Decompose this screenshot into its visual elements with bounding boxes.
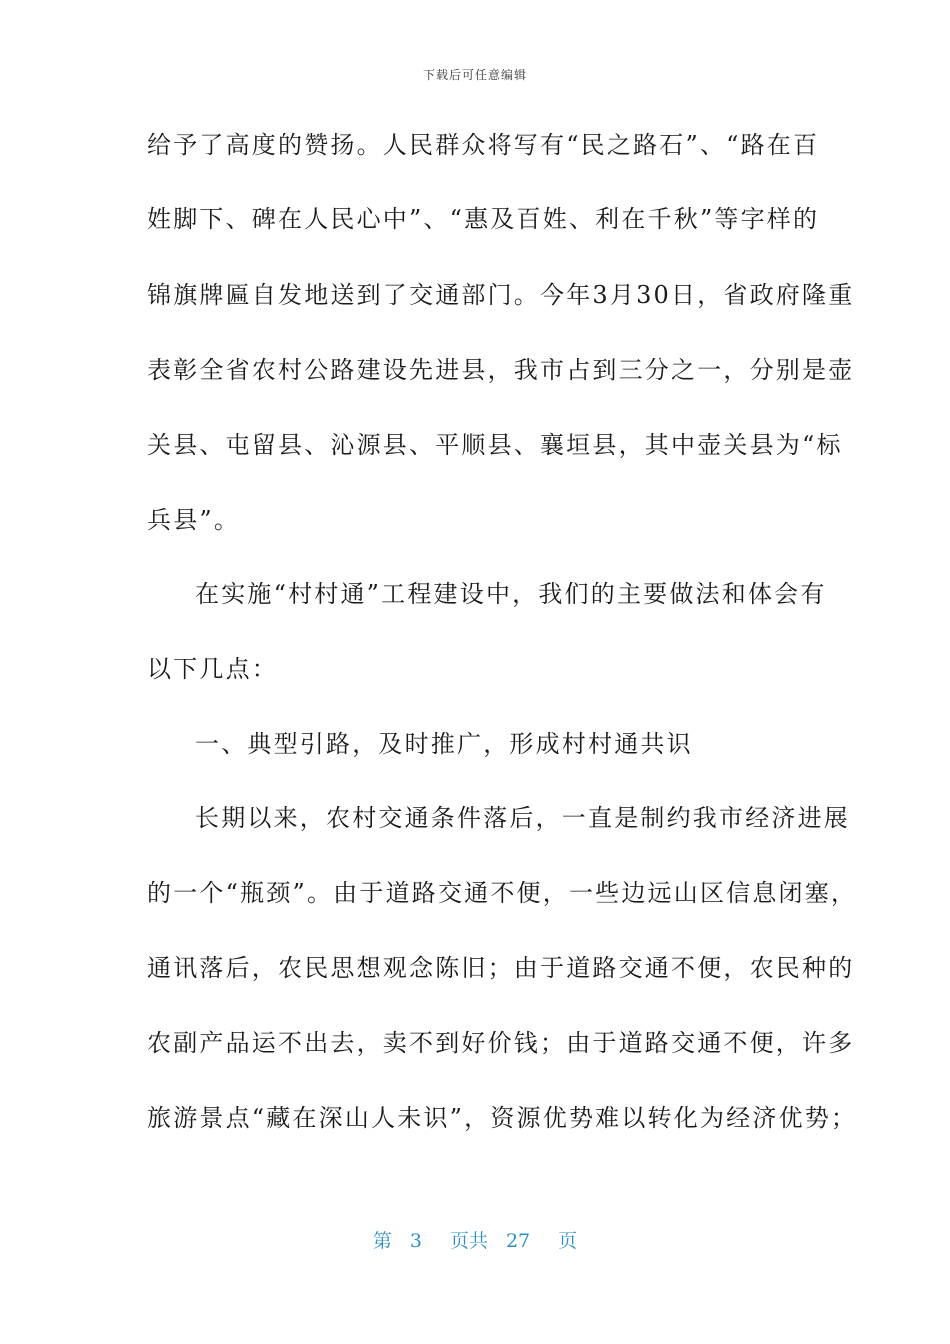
text-line: 给予了高度的赞扬。人民群众将写有“民之路石”、“路在百 bbox=[147, 131, 820, 159]
text-line: 锦旗牌匾自发地送到了交通部门。今年3月30日，省政府隆重 bbox=[147, 281, 855, 309]
page-prefix: 第 bbox=[372, 1230, 392, 1252]
text-line: 姓脚下、碑在人民心中”、“惠及百姓、利在千秋”等字样的 bbox=[147, 205, 820, 233]
header-note: 下载后可任意编辑 bbox=[422, 68, 527, 82]
text-line: 农副产品运不出去，卖不到好价钱；由于道路交通不便，许多 bbox=[147, 1029, 855, 1057]
paragraph-first-line: 长期以来，农村交通条件落后，一直是制约我市经济进展 bbox=[195, 804, 850, 832]
text-line: 通讯落后，农民思想观念陈旧；由于道路交通不便，农民种的 bbox=[147, 954, 855, 982]
text-line: 兵县”。 bbox=[147, 506, 241, 534]
text-line: 以下几点： bbox=[147, 655, 278, 683]
text-line: 关县、屯留县、沁源县、平顺县、襄垣县，其中壶关县为“标 bbox=[147, 431, 843, 459]
text-line: 表彰全省农村公路建设先进县，我市占到三分之一，分别是壶 bbox=[147, 356, 855, 384]
page-total: 27 bbox=[505, 1230, 531, 1252]
page-footer bbox=[0, 1226, 950, 1253]
text-line: 旅游景点“藏在深山人未识”，资源优势难以转化为经济优势； bbox=[147, 1104, 858, 1132]
section-heading: 一、典型引路，及时推广，形成村村通共识 bbox=[195, 730, 693, 758]
paragraph-first-line: 在实施“村村通”工程建设中，我们的主要做法和体会有 bbox=[195, 580, 827, 608]
page-suffix: 页 bbox=[558, 1230, 578, 1252]
text-line: 的一个“瓶颈”。由于道路交通不便，一些边远山区信息闭塞， bbox=[147, 879, 858, 907]
page-mid: 页共 bbox=[449, 1230, 488, 1252]
page-current: 3 bbox=[409, 1230, 422, 1252]
